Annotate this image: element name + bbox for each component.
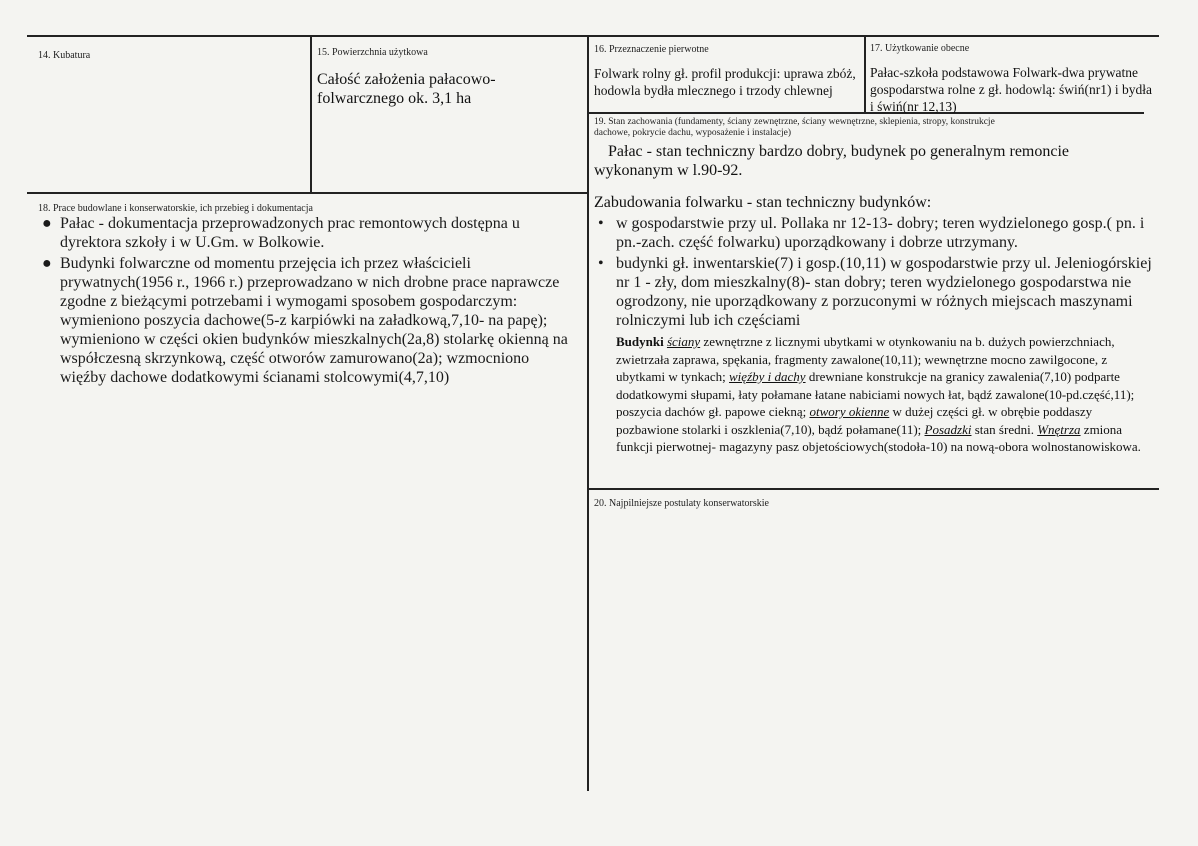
section-18-item [38, 254, 568, 387]
bullet-icon: • [598, 255, 604, 272]
section-19-farm-item [594, 254, 1154, 330]
section-15-label: 15. Powierzchnia użytkowa [317, 47, 428, 58]
rule-below-19 [588, 488, 1159, 490]
section-18-item-text: Budynki folwarczne od momentu przejęcia ich przez właścicieli prywatnych(1956 r., 1966 r.) przeprowadzano w nich drobne prace naprawcze zgodne z bieżącymi potrzebami i wymogami sposobem gospodarczym: wymieniono poszycia dachowe(5-z karpiówki na załadkową,7,10- na papę); wymieniono w części okien budynków mieszkalnych(2a,8) stolarkę okienną na współczesną skrzynkową, część otworów zamurowano(2a); wzmocniono więźby dachowe dodatkowymi ścianami stolcowymi(4,7,10) [60, 255, 568, 386]
section-20-label: 20. Najpilniejsze postulaty konserwatorskie [594, 498, 769, 509]
detail-windows: otwory okienne [809, 404, 890, 419]
section-18-label: 18. Prace budowlane i konserwatorskie, ich przebieg i dokumentacja [38, 203, 313, 214]
detail-buildings: Budynki [616, 334, 664, 349]
section-19-farm-item-text: budynki gł. inwentarskie(7) i gosp.(10,11) w gospodarstwie przy ul. Jeleniogórskiej nr 1 - zły, dom mieszkalny(8)- stan dobry; teren wydzielonego gospodarstwa nie ogrodzony, nie uporządkowany z porzuconymi w różnych miejscach maszynami rolniczymi lub ich częściami [616, 255, 1152, 329]
divider-14-15 [310, 36, 312, 193]
section-14-label: 14. Kubatura [38, 50, 91, 61]
bullet-icon: ● [42, 215, 52, 232]
detail-roofs-text: drewniane konstrukcje na granicy zawalenia(7,10) podparte dodatkowymi słupami, łaty połamane łatane nabiciami nowych łat, bądź zawalone(10-pd.część,11); poszycia dachów gł. papowe ciekną; [616, 369, 1135, 419]
section-19-farm-item [594, 214, 1154, 252]
detail-floors: Posadzki [924, 421, 972, 437]
detail-walls: ściany [666, 334, 701, 349]
detail-floors-text: stan średni. [974, 421, 1034, 437]
detail-windows-text: w dużej części gł. w obrębie poddaszy pozbawione stolarki i oszklenia(7,10), bądź połamane(11); [616, 404, 1093, 437]
detail-interiors: Wnętrza [1037, 421, 1081, 437]
rule-below-14-15 [27, 192, 588, 194]
bullet-icon: ● [42, 255, 52, 272]
section-19-farm-heading: Zabudowania folwarku - stan techniczny budynków: [594, 194, 932, 211]
section-16-label: 16. Przeznaczenie pierwotne [594, 44, 709, 55]
section-19-detail [616, 333, 1148, 456]
section-19-farm-list [594, 214, 1154, 330]
bullet-icon: • [598, 215, 604, 232]
section-18-item [38, 214, 568, 252]
section-19-palace: Pałac - stan techniczny bardzo dobry, budynek po generalnym remoncie wykonanym w l.90-92. [594, 143, 1070, 179]
section-19-farm-item-text: w gospodarstwie przy ul. Pollaka nr 12-13- dobry; teren wydzielonego gosp.( pn. i pn.-zach. część folwarku) uporządkowany i dobrze utrzymany. [616, 215, 1145, 251]
section-18-item-text: Pałac - dokumentacja przeprowadzonych prac remontowych dostępna u dyrektora szkoły i w U.Gm. w Bolkowie. [60, 215, 520, 251]
section-18-list [38, 214, 568, 387]
divider-16-17 [864, 36, 866, 114]
section-16-value: Folwark rolny gł. profil produkcji: uprawa zbóż, hodowla bydła mlecznego i trzody chlewnej [594, 66, 856, 98]
detail-interiors-text: zmiona funkcji pierwotnej- magazyny pasz objetościowych(stodoła-10) na nową-obora wolnostanowiskowa. [616, 421, 1141, 454]
center-divider [587, 36, 589, 791]
section-17-value: Pałac-szkoła podstawowa Folwark-dwa prywatne gospodarstwa rolne z gł. hodowlą: świń(nr1) i bydła i świń(nr 12,13) [870, 65, 1152, 113]
section-17-label: 17. Użytkowanie obecne [870, 43, 970, 54]
detail-roofs: więźby i dachy [729, 369, 806, 384]
section-19-label: 19. Stan zachowania (fundamenty, ściany zewnętrzne, ściany wewnętrzne, sklepienia, stropy, konstrukcje dachowe, pokrycie dachu, wyposażenie i instalacje) [594, 117, 995, 138]
section-15-value: Całość założenia pałacowo-folwarcznego ok. 3,1 ha [317, 71, 496, 107]
detail-walls-text: zewnętrzne z licznymi ubytkami w otynkowaniu na b. dużych powierzchniach, zwietrzała zaprawa, spękania, fragmenty zawalone(10,11); wewnętrzne mocno zawilgocone, z ubytkami w tynkach; [616, 334, 1115, 384]
top-rule [27, 35, 1159, 37]
